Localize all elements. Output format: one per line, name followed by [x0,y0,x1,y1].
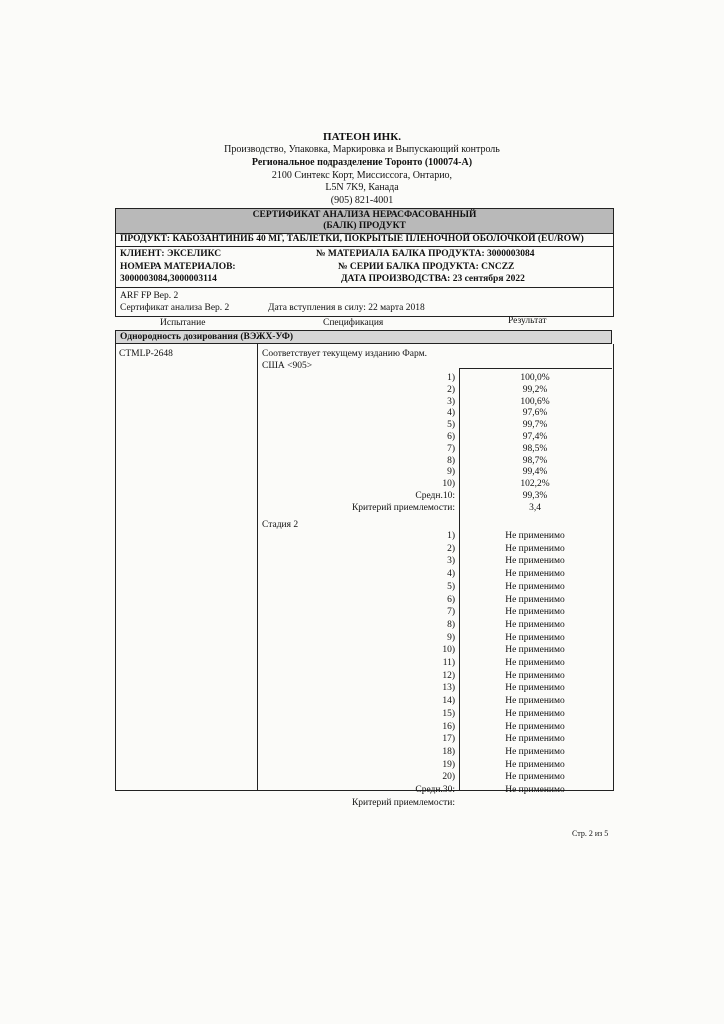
row-label: Критерий приемлемости: [351,797,455,808]
row-label: 9) [447,632,455,643]
row-result: Не применимо [505,632,565,643]
row-result: 3,4 [529,502,541,513]
row-label: 10) [442,645,455,656]
row-result: 97,4% [522,432,548,442]
row-label: 4) [447,569,455,580]
product-line: ПРОДУКТ: КАБОЗАНТИНИБ 40 МГ, ТАБЛЕТКИ, ПОКРЫТЫЕ ПЛЕНОЧНОЙ ОБОЛОЧКОЙ (EU/ROW) [116,234,613,247]
row-result: Не применимо [505,581,565,592]
row-label: 18) [442,746,455,757]
stage-2-label: Стадия 2 [262,520,299,530]
row-result: Не применимо [505,708,565,719]
row-label: 12) [442,670,455,681]
row-result: Не применимо [505,658,565,668]
row-label: 5) [447,420,455,431]
header-line-5: (905) 821-4001 [330,195,394,206]
row-label: 2) [447,543,455,554]
row-result: 102,2% [520,479,550,490]
certificate-title-bar [116,209,613,234]
row-result: Не применимо [505,531,565,541]
client-label: КЛИЕНТ: ЭКСЕЛИКС [120,249,222,259]
certificate-header-box [115,208,614,288]
row-result: Не применимо [505,785,565,795]
row-label: 15) [442,708,455,719]
row-label: Критерий приемлемости: [351,502,455,513]
certificate-title-line-2: (БАЛК) ПРОДУКТ [323,221,406,231]
certificate-title-line-1: СЕРТИФИКАТ АНАЛИЗА НЕРАСФАСОВАННЫЙ [252,210,477,220]
row-result: Не применимо [505,683,565,694]
column-header-result: Результат [508,316,547,326]
page-number: Стр. 2 из 5 [572,829,609,838]
row-label: 6) [447,594,455,605]
result-top-line [459,368,612,369]
row-label: 16) [442,721,455,732]
row-label: Средн.30: [415,785,455,795]
row-label: 20) [442,772,455,783]
row-label: 17) [442,734,455,745]
column-header-test: Испытание [160,318,206,328]
material-number: № МАТЕРИАЛА БАЛКА ПРОДУКТА: 3000003084 [316,249,535,259]
row-result: 99,7% [522,420,548,431]
row-result: Не применимо [505,594,565,605]
row-result: 100,0% [520,373,550,383]
effective-date: Дата вступления в силу: 22 марта 2018 [268,303,425,313]
certificate-version: Сертификат анализа Вер. 2 [120,303,230,313]
row-label: 8) [447,455,455,466]
row-label: 4) [447,408,455,419]
spec-text-line-1: Соответствует текущему изданию Фарм. [262,349,428,359]
row-label: 3) [447,556,455,567]
column-divider-1 [257,344,258,791]
row-result: 99,3% [522,491,548,501]
header-line-4: L5N 7K9, Канада [325,182,399,193]
row-result: 99,2% [522,384,548,395]
arf-version: ARF FP Вер. 2 [120,291,179,301]
row-result: Не применимо [505,721,565,732]
production-date: ДАТА ПРОИЗВОДСТВА: 23 сентября 2022 [341,274,525,284]
row-label: 19) [442,759,455,770]
row-result: 97,6% [522,408,548,419]
row-result: Не применимо [505,772,565,783]
row-label: 3) [447,396,455,407]
column-header-spec: Спецификация [323,318,384,328]
row-result: 98,7% [522,455,548,466]
version-box [115,287,614,317]
materials-values: 3000003084,3000003114 [120,274,217,284]
row-label: 13) [442,683,455,694]
row-label: 7) [447,607,455,618]
row-result: Не применимо [505,670,565,681]
header-line-1: Производство, Упаковка, Маркировка и Выпускающий контроль [224,144,500,155]
row-label: 10) [442,479,455,490]
company-name: ПАТЕОН ИНК. [323,131,401,143]
row-label: 6) [447,432,455,442]
row-result: Не применимо [505,556,565,567]
row-label: 14) [442,696,455,707]
row-label: 8) [447,619,455,630]
row-result: 99,4% [522,467,548,478]
row-label: 7) [447,443,455,454]
spec-text-line-2: США <905> [262,361,313,371]
row-result: Не применимо [505,746,565,757]
row-label: Средн.10: [415,491,455,501]
row-label: 11) [442,658,455,668]
series-number: № СЕРИИ БАЛКА ПРОДУКТА: CNCZZ [338,262,515,272]
row-label: 1) [447,531,455,541]
method-code: CTMLP-2648 [119,349,173,359]
section-bar: Однородность дозирования (ВЭЖХ-УФ) [115,330,612,344]
row-result: Не применимо [505,569,565,580]
header-line-2: Региональное подразделение Торонто (100074-А) [251,157,473,168]
header-line-3: 2100 Синтекс Корт, Миссиссога, Онтарио, [271,170,453,181]
row-result: 100,6% [520,396,550,407]
row-result: Не применимо [505,543,565,554]
row-result: Не применимо [505,759,565,770]
row-result: Не применимо [505,607,565,618]
row-label: 1) [447,373,455,383]
row-result: 98,5% [522,443,548,454]
row-result: Не применимо [505,734,565,745]
row-label: 9) [447,467,455,478]
row-result: Не применимо [505,696,565,707]
row-result: Не применимо [505,619,565,630]
row-label: 5) [447,581,455,592]
row-label: 2) [447,384,455,395]
materials-label: НОМЕРА МАТЕРИАЛОВ: [120,262,236,272]
row-result: Не применимо [505,645,565,656]
